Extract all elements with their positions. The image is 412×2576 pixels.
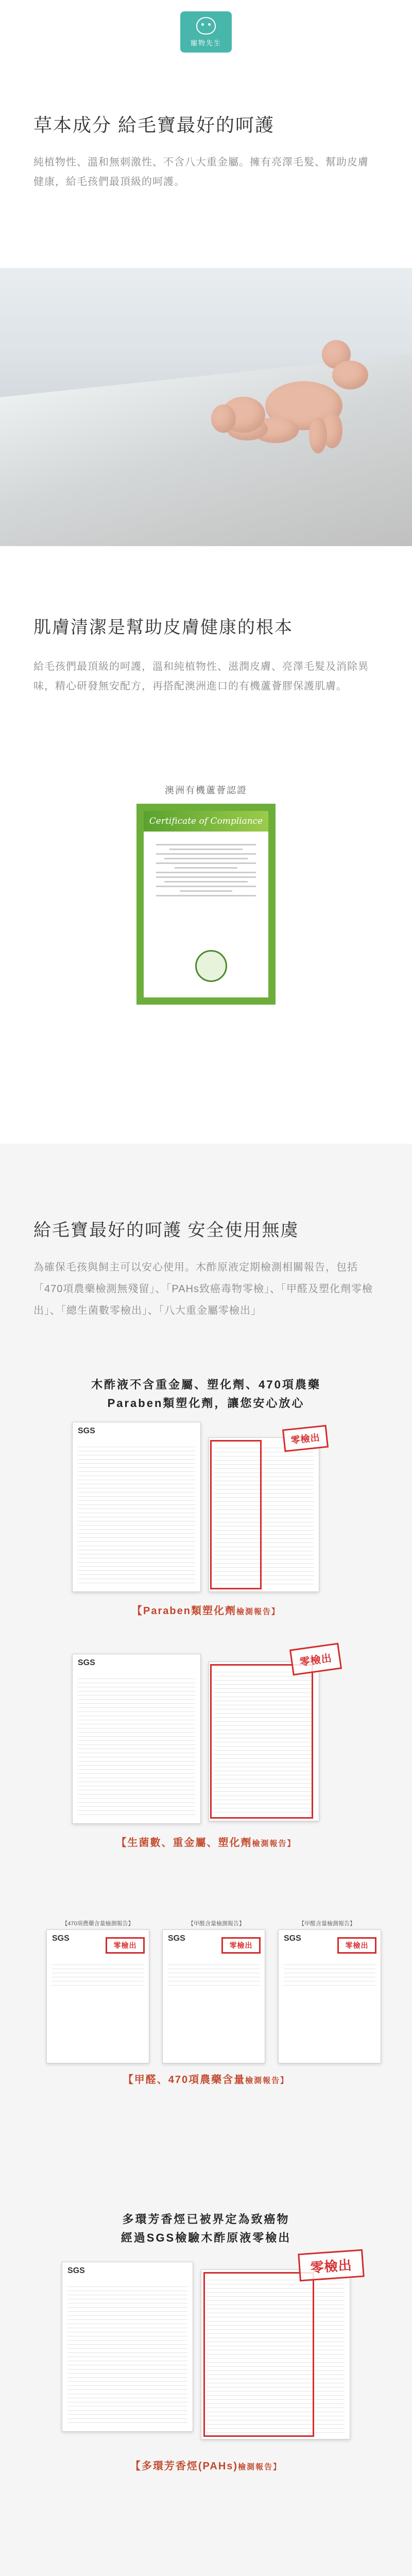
cleansing-text: 給毛孩們最頂級的呵護，溫和純植物性、滋潤皮膚、亮澤毛髮及消除異味，精心研發無安配方，再搭配澳洲進口的有機蘆薈膠保護肌膚。	[33, 661, 369, 692]
report-4-stamp: 零檢出	[298, 2249, 364, 2282]
report-2-stamp: 零檢出	[289, 1643, 342, 1676]
certificate-section	[0, 783, 412, 1041]
safety-section	[0, 1144, 412, 2576]
pahs-headline	[0, 2210, 412, 2247]
safety-title: 給毛寶最好的呵護 安全使用無虞	[33, 1221, 299, 1240]
certificate-title: Certificate of Compliance	[144, 811, 268, 832]
header	[0, 0, 412, 77]
report-3a-stamp: 零檢出	[106, 1937, 145, 1954]
report-3c-stamp: 零檢出	[337, 1937, 376, 1954]
sgs-logo: SGS	[78, 1658, 95, 1667]
sgs-logo: SGS	[168, 1934, 185, 1943]
report-2-highlight	[210, 1664, 313, 1819]
headline-line-1: 木酢液不含重金屬、塑化劑、470項農藥	[91, 1378, 321, 1391]
report-3-caption: 【甲醛、470項農藥含量檢測報告】	[123, 2074, 289, 2086]
report-3b-stamp: 零檢出	[221, 1937, 261, 1954]
report-4-highlight	[203, 2272, 314, 2437]
report-1-stamp: 零檢出	[282, 1425, 329, 1452]
report-3b-label: 【甲醛含量檢測報告】	[188, 1921, 245, 1927]
report-2-caption: 【生菌數、重金屬、塑化劑檢測報告】	[116, 1837, 296, 1849]
sgs-logo: SGS	[67, 2266, 85, 2275]
report-1-caption: 【Paraben類塑化劑檢測報告】	[132, 1605, 280, 1617]
cleansing-section	[0, 613, 412, 696]
safety-headline	[0, 1376, 412, 1413]
logo-text: 寵物先生	[190, 39, 221, 47]
dog-face-icon	[196, 17, 216, 35]
certificate-image	[136, 804, 276, 1005]
headline-line-2: Paraben類塑化劑，讓您安心放心	[107, 1397, 305, 1410]
certificate-caption: 澳洲有機蘆薈認證	[165, 785, 247, 795]
sgs-logo: SGS	[52, 1934, 70, 1943]
intro-section	[0, 111, 412, 192]
report-1-highlight	[210, 1440, 262, 1589]
sgs-logo: SGS	[284, 1934, 301, 1943]
pahs-line-1: 多環芳香烴已被界定為致癌物	[122, 2213, 290, 2226]
cleansing-title: 肌膚清潔是幫助皮膚健康的根本	[33, 618, 293, 637]
organic-seal-icon	[195, 950, 227, 982]
intro-title: 草本成分 給毛寶最好的呵護	[33, 114, 275, 135]
brand-logo[interactable]	[180, 11, 232, 53]
safety-text: 為確保毛孩與飼主可以安心使用。木酢原液定期檢測相關報告，包括「470項農藥檢測無殘留」、「PAHs致癌毒物零檢」、「甲醛及塑化劑零檢出」、「總生菌數零檢出」、「八大重金屬零檢出」	[33, 1262, 373, 1316]
report-3a-label: 【470項農藥含量檢測報告】	[62, 1921, 134, 1927]
report-4-caption: 【多環芳香烴(PAHs)檢測報告】	[130, 2461, 282, 2472]
dog-photo	[0, 268, 412, 546]
pahs-line-2: 經過SGS檢驗木酢原液零檢出	[121, 2231, 291, 2244]
report-2-page	[72, 1654, 201, 1824]
report-1-page	[72, 1422, 201, 1592]
poodle-image	[216, 319, 371, 474]
report-4-page	[62, 2262, 193, 2432]
report-3c-label: 【甲醛含量檢測報告】	[299, 1921, 355, 1927]
intro-text: 純植物性、溫和無刺激性、不含八大重金屬。擁有亮澤毛髮、幫助皮膚健康，給毛孩們最頂級的呵護。	[33, 157, 369, 188]
sgs-logo: SGS	[78, 1427, 95, 1435]
